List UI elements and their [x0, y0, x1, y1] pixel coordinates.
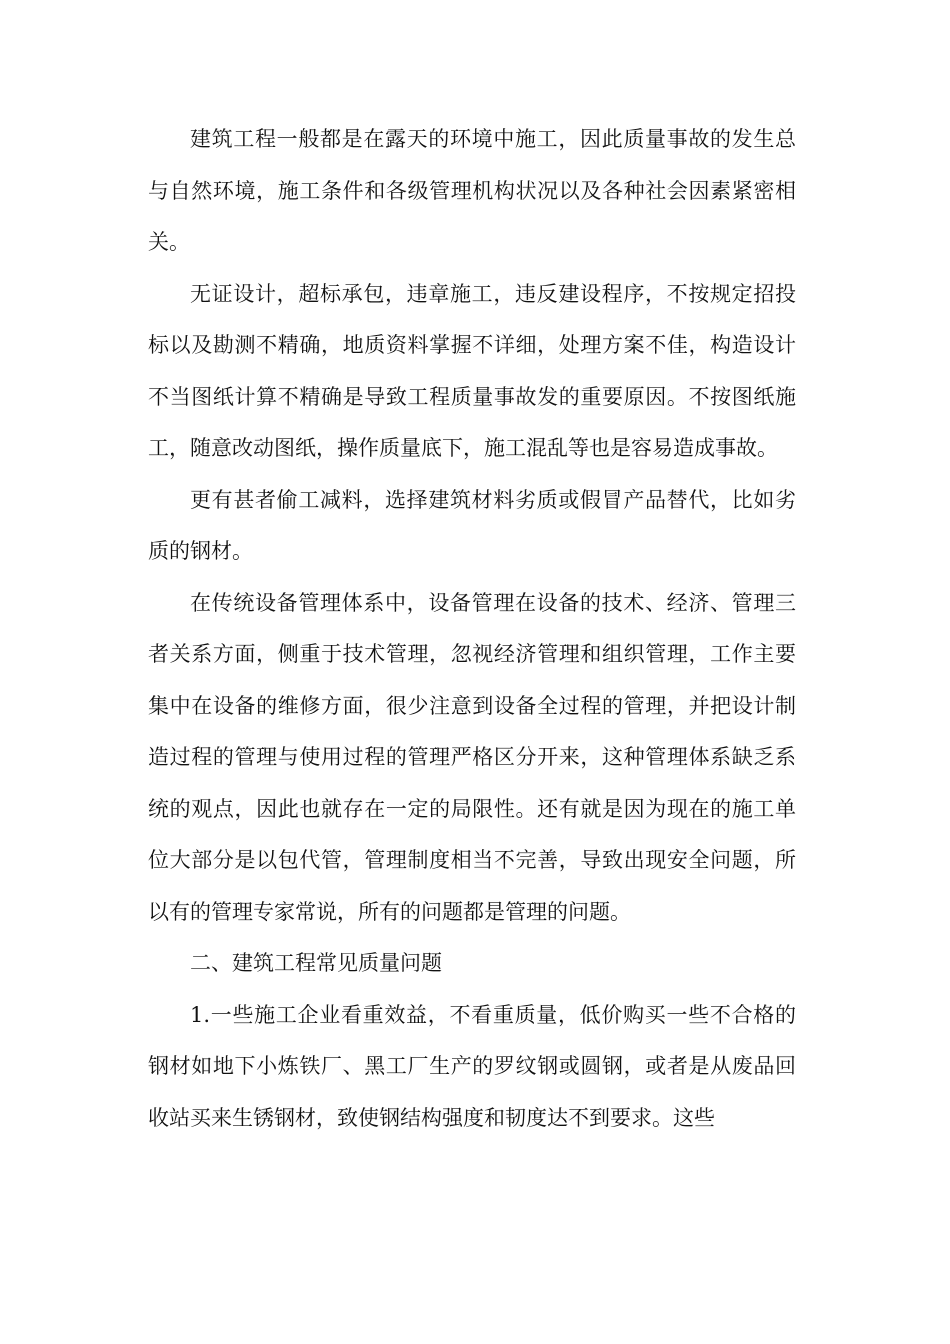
document-page	[148, 114, 796, 1144]
paragraph-management: 在传统设备管理体系中，设备管理在设备的技术、经济、管理三者关系方面，侧重于技术管理，忽视经济管理和组织管理，工作主要集中在设备的维修方面，很少注意到设备全过程的管理，并把设计制造过程的管理与使用过程的管理严格区分开来，这种管理体系缺乏系统的观点，因此也就存在一定的局限性。还有就是因为现在的施工单位大部分是以包代管，管理制度相当不完善，导致出现安全问题，所以有的管理专家常说，所有的问题都是管理的问题。	[148, 590, 796, 924]
paragraph-materials: 更有甚者偷工减料，选择建筑材料劣质或假冒产品替代，比如劣质的钢材。	[148, 487, 796, 563]
paragraph-design-causes: 无证设计，超标承包，违章施工，违反建设程序，不按规定招投标以及勘测不精确，地质资料掌握不详细，处理方案不佳，构造设计不当图纸计算不精确是导致工程质量事故发的重要原因。不按图纸施工，随意改动图纸，操作质量底下，施工混乱等也是容易造成事故。	[148, 281, 796, 460]
list-item-1: 1.一些施工企业看重效益，不看重质量，低价购买一些不合格的钢材如地下小炼铁厂、黑工厂生产的罗纹钢或圆钢，或者是从废品回收站买来生锈钢材，致使钢结构强度和韧度达不到要求。这些	[148, 1002, 796, 1130]
paragraph-environment: 建筑工程一般都是在露天的环境中施工，因此质量事故的发生总与自然环境，施工条件和各级管理机构状况以及各种社会因素紧密相关。	[148, 127, 796, 254]
section-heading: 二、建筑工程常见质量问题	[190, 951, 442, 975]
